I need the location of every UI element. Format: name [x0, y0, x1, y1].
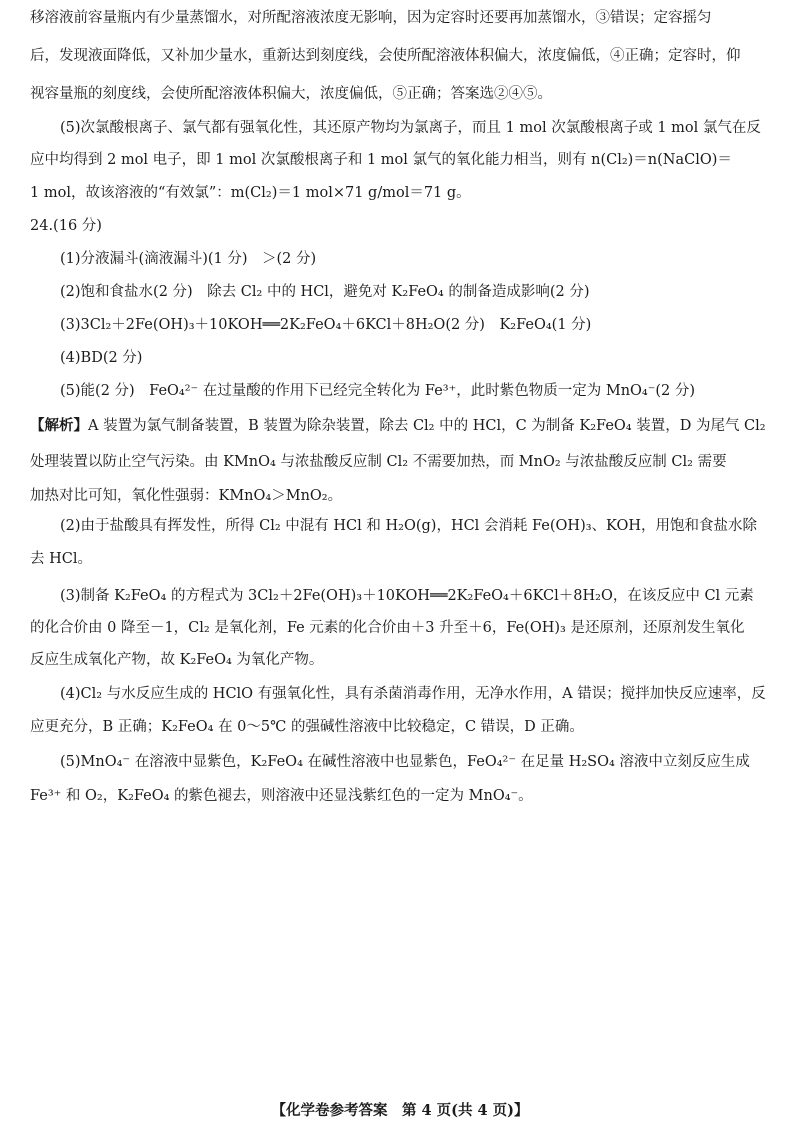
text-line: 处理装置以防止空气污染。由 KMnO₄ 与浓盐酸反应制 Cl₂ 不需要加热，而 MnO₂ 与浓盐酸反应制 Cl₂ 需要 [30, 454, 727, 470]
answer-line: (2)饱和食盐水(2 分) 除去 Cl₂ 中的 HCl，避免对 K₂FeO₄ 的制备造成影响(2 分) [60, 284, 590, 300]
text-line: 移溶液前容量瓶内有少量蒸馏水，对所配溶液浓度无影响，因为定容时还要再加蒸馏水，③错误；定容摇匀 [30, 10, 712, 26]
text-line: (4)Cl₂ 与水反应生成的 HClO 有强氧化性，具有杀菌消毒作用，无净水作用，A 错误；搅拌加快反应速率，反 [60, 686, 766, 702]
text-line: 应更充分，B 正确；K₂FeO₄ 在 0～5℃ 的强碱性溶液中比较稳定，C 错误，D 正确。 [30, 719, 584, 735]
answer-line: (4)BD(2 分) [60, 350, 143, 366]
text-line: 加热对比可知，氧化性强弱：KMnO₄＞MnO₂。 [30, 488, 343, 504]
text-line: (5)次氯酸根离子、氯气都有强氧化性，其还原产物均为氯离子，而且 1 mol 次氯酸根离子或 1 mol 氯气在反 [60, 120, 761, 136]
question-number: 24.(16 分) [30, 218, 102, 234]
page-footer: 【化学卷参考答案 第 4 页(共 4 页)】 [271, 1102, 529, 1119]
text-line: 视容量瓶的刻度线，会使所配溶液体积偏大，浓度偏低，⑤正确；答案选②④⑤。 [30, 86, 552, 102]
analysis-label: 【解析】 [30, 417, 88, 434]
text-line: (3)制备 K₂FeO₄ 的方程式为 3Cl₂＋2Fe(OH)₃＋10KOH══2K₂FeO₄＋6KCl＋8H₂O，在该反应中 Cl 元素 [60, 588, 754, 604]
answer-line: (1)分液漏斗(滴液漏斗)(1 分) ＞(2 分) [60, 251, 317, 267]
text-line: 后，发现液面降低，又补加少量水，重新达到刻度线，会使所配溶液体积偏大，浓度偏低，④正确；定容时，仰 [30, 48, 741, 64]
text-line: (5)MnO₄⁻ 在溶液中显紫色，K₂FeO₄ 在碱性溶液中也显紫色，FeO₄²⁻ 在足量 H₂SO₄ 溶液中立刻反应生成 [60, 754, 750, 770]
text-line: 的化合价由 0 降至－1，Cl₂ 是氧化剂，Fe 元素的化合价由＋3 升至＋6，Fe(OH)₃ 是还原剂，还原剂发生氧化 [30, 620, 745, 636]
text-line: 反应生成氧化产物，故 K₂FeO₄ 为氧化产物。 [30, 652, 324, 668]
analysis-line: 【解析】A 装置为氯气制备装置，B 装置为除杂装置，除去 Cl₂ 中的 HCl，C 为制备 K₂FeO₄ 装置，D 为尾气 Cl₂ [30, 417, 766, 434]
answer-line: (5)能(2 分) FeO₄²⁻ 在过量酸的作用下已经完全转化为 Fe³⁺，此时紫色物质一定为 MnO₄⁻(2 分) [60, 383, 696, 399]
text-line: 应中均得到 2 mol 电子，即 1 mol 次氯酸根离子和 1 mol 氯气的氧化能力相当，则有 n(Cl₂)＝n(NaClO)＝ [30, 152, 732, 168]
text-line: (2)由于盐酸具有挥发性，所得 Cl₂ 中混有 HCl 和 H₂O(g)，HCl 会消耗 Fe(OH)₃、KOH，用饱和食盐水除 [60, 518, 758, 534]
text-line: 1 mol，故该溶液的“有效氯”：m(Cl₂)＝1 mol×71 g/mol＝71 g。 [30, 185, 471, 201]
text-line: Fe³⁺ 和 O₂，K₂FeO₄ 的紫色褪去，则溶液中还显浅紫红色的一定为 MnO₄⁻。 [30, 788, 533, 804]
text-line: 去 HCl。 [30, 551, 92, 567]
answer-line: (3)3Cl₂＋2Fe(OH)₃＋10KOH══2K₂FeO₄＋6KCl＋8H₂O(2 分) K₂FeO₄(1 分) [60, 317, 592, 333]
